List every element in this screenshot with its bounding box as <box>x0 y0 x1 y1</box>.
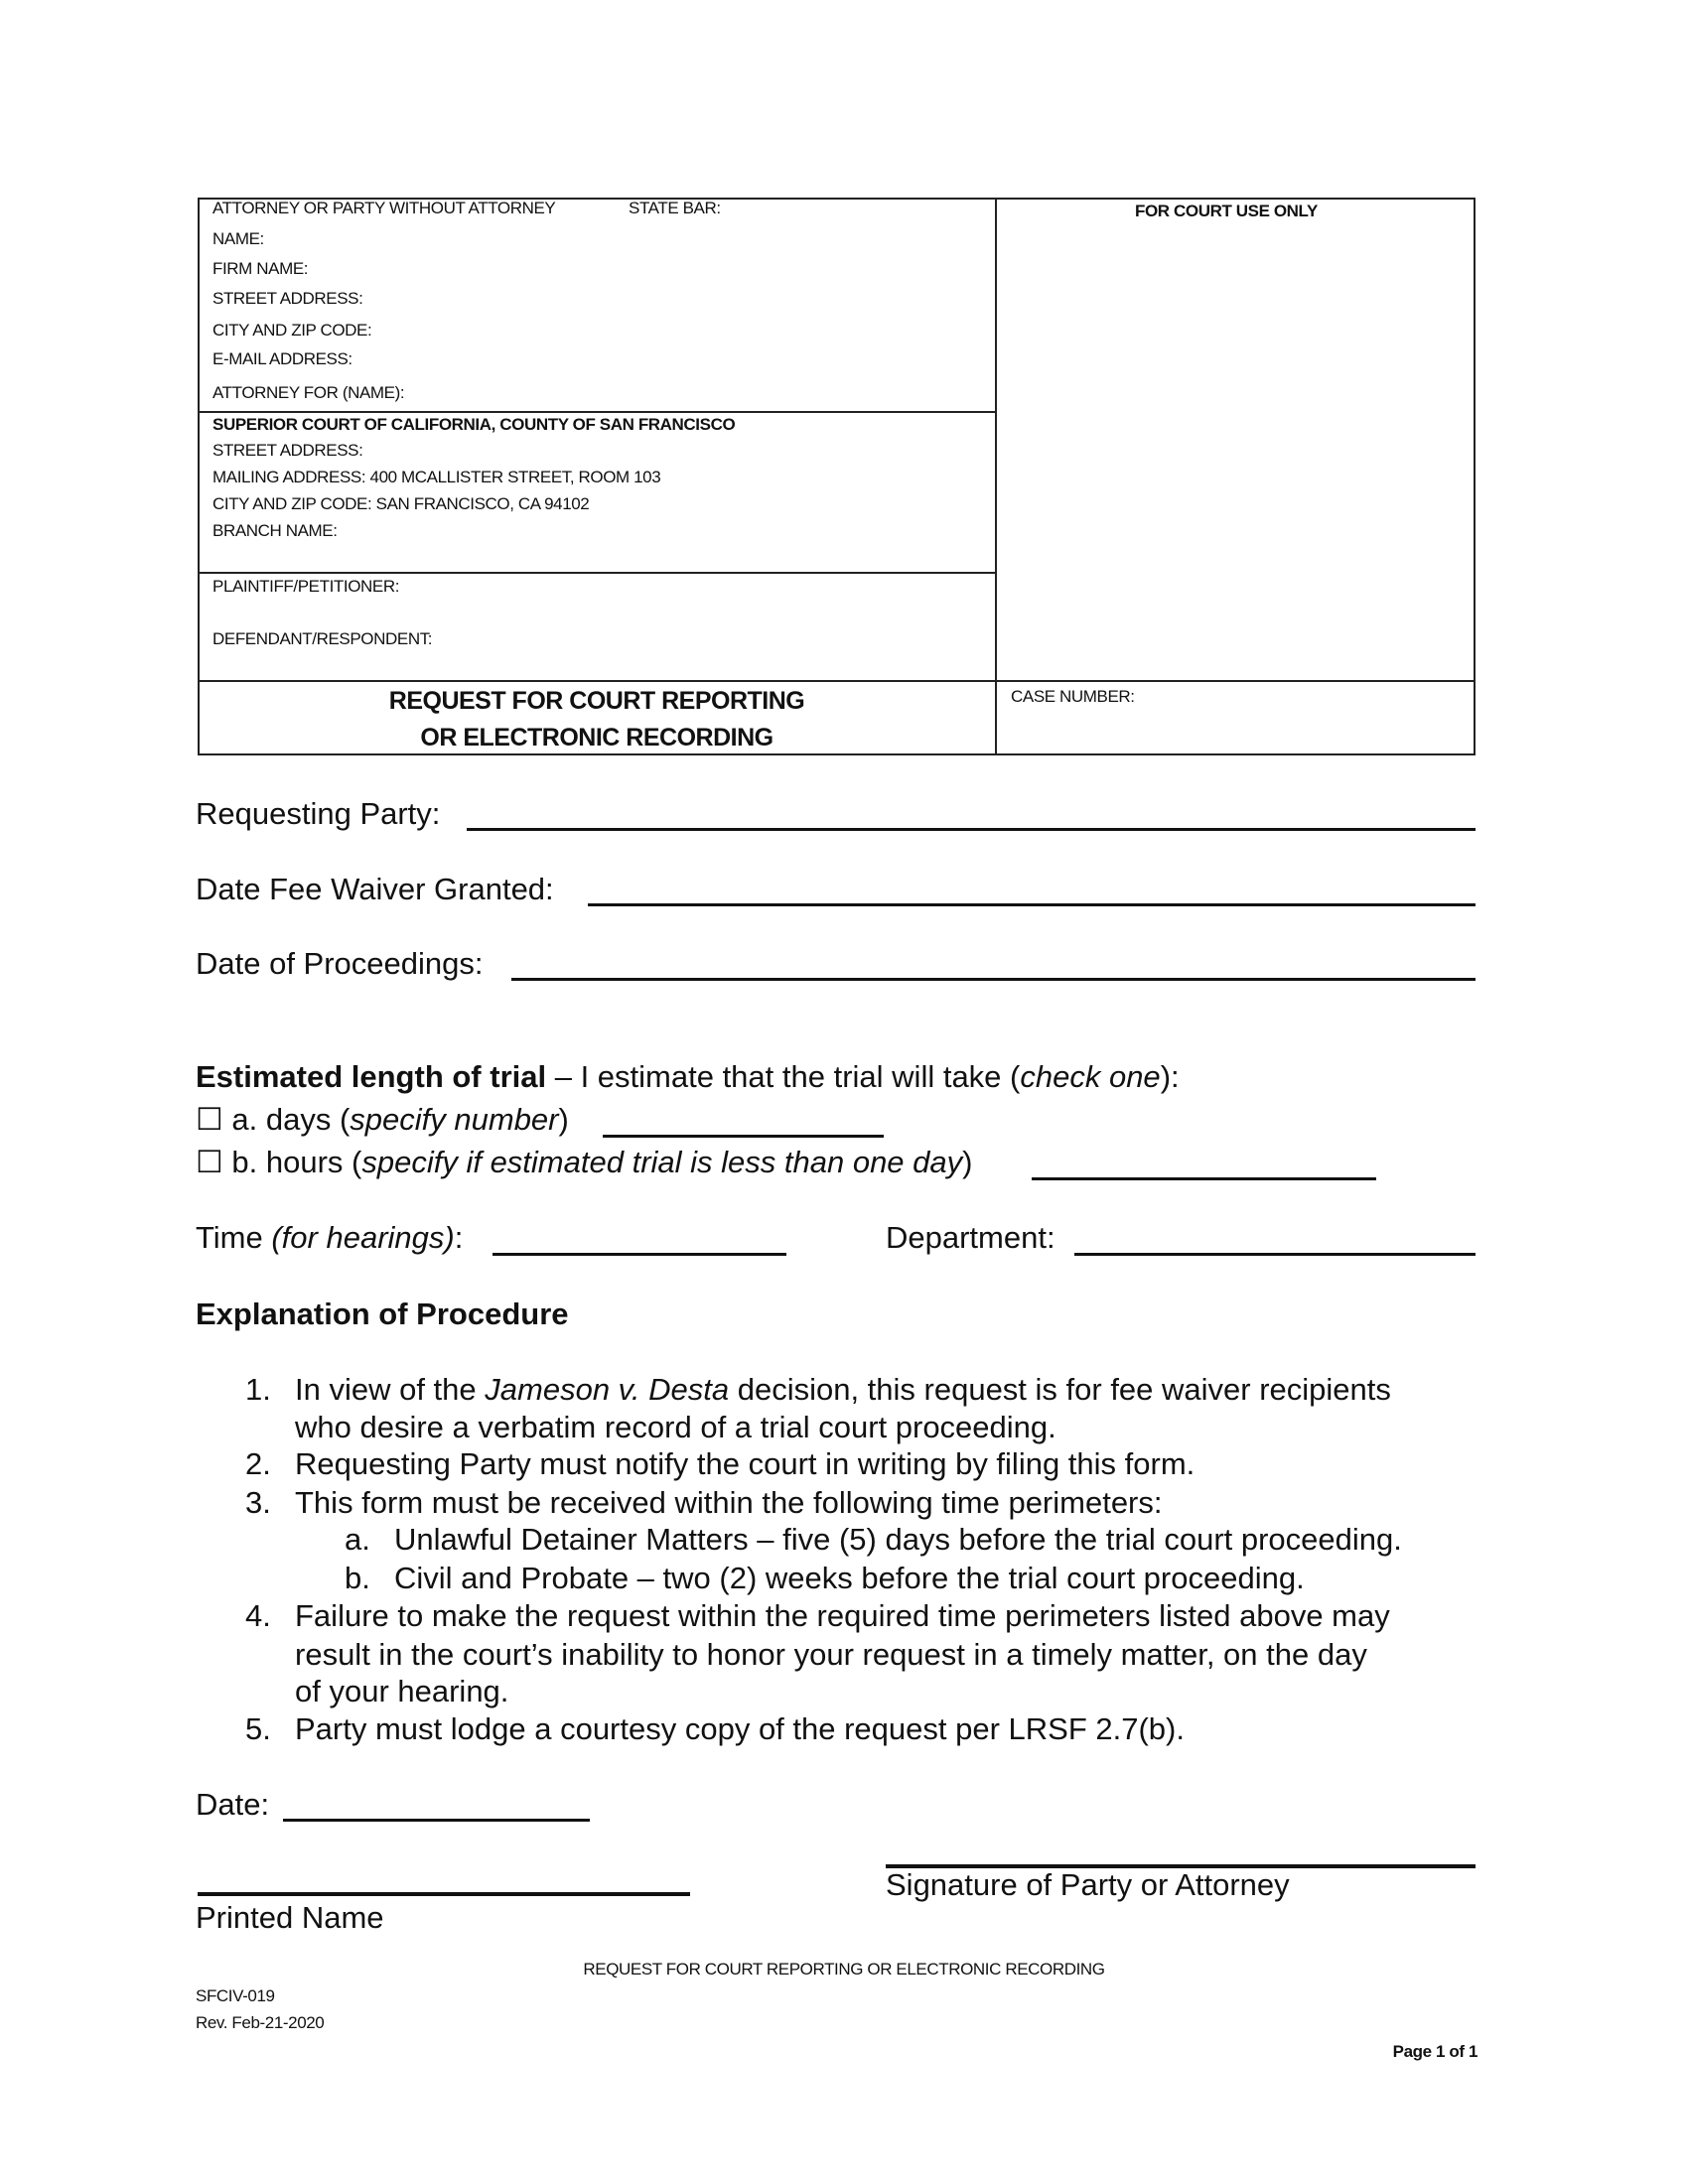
firm-name-field[interactable]: FIRM NAME: <box>212 259 309 278</box>
list-item: of your hearing. <box>295 1674 509 1708</box>
trial-length-prompt <box>196 1059 1180 1095</box>
list-item: Requesting Party must notify the court in writing by filing this form. <box>295 1446 1196 1481</box>
attorney-label: ATTORNEY OR PARTY WITHOUT ATTORNEY <box>212 199 556 217</box>
list-number: 4. <box>245 1598 271 1633</box>
list-number: 5. <box>245 1711 271 1746</box>
proceedings-input[interactable] <box>511 978 1476 981</box>
department-input[interactable] <box>1074 1253 1476 1256</box>
form-title-line2: OR ELECTRONIC RECORDING <box>420 724 774 751</box>
case-number-field[interactable]: CASE NUMBER: <box>1011 687 1135 706</box>
signature-label: Signature of Party or Attorney <box>886 1867 1290 1902</box>
court-use-label: FOR COURT USE ONLY <box>1135 202 1318 220</box>
list-number: b. <box>345 1561 370 1595</box>
requesting-party-label: Requesting Party: <box>196 796 441 831</box>
trial-heading: Estimated length of trial <box>196 1059 547 1094</box>
time-text: Time <box>196 1220 272 1255</box>
days-input[interactable] <box>603 1135 884 1138</box>
city-zip-field[interactable]: CITY AND ZIP CODE: <box>212 321 372 340</box>
list-number: a. <box>345 1522 370 1557</box>
court-mailing: MAILING ADDRESS: 400 MCALLISTER STREET, ROOM 103 <box>212 468 661 486</box>
list-item: Unlawful Detainer Matters – five (5) days before the trial court proceeding. <box>394 1522 1402 1557</box>
list-number: 2. <box>245 1446 271 1481</box>
court-street: STREET ADDRESS: <box>212 441 363 460</box>
trial-intro: – I estimate that the trial will take ( <box>546 1059 1021 1094</box>
footer-title: REQUEST FOR COURT REPORTING OR ELECTRONIC RECORDING <box>583 1960 1105 1979</box>
printed-name-label: Printed Name <box>196 1900 384 1935</box>
list-item: result in the court’s inability to honor your request in a timely matter, on the day <box>295 1637 1367 1672</box>
attorney-for-field[interactable]: ATTORNEY FOR (NAME): <box>212 383 405 402</box>
case-name: Jameson v. Desta <box>485 1372 730 1407</box>
list-item <box>295 1372 1391 1408</box>
item-text: In view of the <box>295 1372 486 1407</box>
check-one: check one <box>1020 1059 1161 1094</box>
form-number: SFCIV-019 <box>196 1986 275 2005</box>
court-name: SUPERIOR COURT OF CALIFORNIA, COUNTY OF SAN FRANCISCO <box>212 415 736 434</box>
hours-checkbox[interactable] <box>196 1145 972 1180</box>
court-city: CITY AND ZIP CODE: SAN FRANCISCO, CA 94102 <box>212 494 590 513</box>
date-label: Date: <box>196 1787 270 1822</box>
time-colon: : <box>454 1220 464 1255</box>
proceedings-label: Date of Proceedings: <box>196 946 484 981</box>
printed-name-line[interactable] <box>198 1892 690 1896</box>
state-bar-field[interactable]: STATE BAR: <box>629 199 721 217</box>
page-number: Page 1 of 1 <box>1392 2042 1477 2061</box>
item-text: decision, this request is for fee waiver recipients <box>729 1372 1391 1407</box>
divider <box>198 411 997 413</box>
fee-waiver-label: Date Fee Waiver Granted: <box>196 872 554 906</box>
hours-input[interactable] <box>1032 1177 1376 1180</box>
divider <box>995 198 997 755</box>
time-input[interactable] <box>492 1253 786 1256</box>
department-label: Department: <box>886 1220 1055 1255</box>
trial-intro-end: ): <box>1160 1059 1180 1094</box>
revision-date: Rev. Feb-21-2020 <box>196 2013 325 2032</box>
time-label <box>196 1220 463 1256</box>
email-field[interactable]: E-MAIL ADDRESS: <box>212 349 352 368</box>
days-suffix: ) <box>558 1102 569 1137</box>
days-checkbox[interactable] <box>196 1102 569 1138</box>
defendant-field[interactable]: DEFENDANT/RESPONDENT: <box>212 629 433 648</box>
list-item: Civil and Probate – two (2) weeks before the trial court proceeding. <box>394 1561 1305 1595</box>
name-field[interactable]: NAME: <box>212 229 264 248</box>
list-number: 3. <box>245 1485 271 1520</box>
days-hint: specify number <box>350 1102 559 1137</box>
date-input[interactable] <box>283 1819 590 1822</box>
days-label: ☐ a. days ( <box>196 1102 351 1137</box>
list-item: This form must be received within the following time perimeters: <box>295 1485 1163 1520</box>
list-number: 1. <box>245 1372 271 1407</box>
hours-suffix: ) <box>962 1145 973 1179</box>
procedure-heading: Explanation of Procedure <box>196 1297 569 1331</box>
requesting-party-input[interactable] <box>467 828 1476 831</box>
plaintiff-field[interactable]: PLAINTIFF/PETITIONER: <box>212 577 400 596</box>
hours-hint: specify if estimated trial is less than one day <box>361 1145 963 1179</box>
time-hint: (for hearings) <box>271 1220 455 1255</box>
fee-waiver-input[interactable] <box>588 903 1476 906</box>
list-item: Party must lodge a courtesy copy of the request per LRSF 2.7(b). <box>295 1711 1185 1746</box>
branch-name: BRANCH NAME: <box>212 521 338 540</box>
street-address-field[interactable]: STREET ADDRESS: <box>212 289 363 308</box>
list-item: who desire a verbatim record of a trial court proceeding. <box>295 1410 1056 1444</box>
form-title-line1: REQUEST FOR COURT REPORTING <box>388 687 805 715</box>
hours-label: ☐ b. hours ( <box>196 1145 362 1179</box>
divider <box>198 680 1476 682</box>
list-item: Failure to make the request within the required time perimeters listed above may <box>295 1598 1390 1633</box>
divider <box>198 572 997 574</box>
